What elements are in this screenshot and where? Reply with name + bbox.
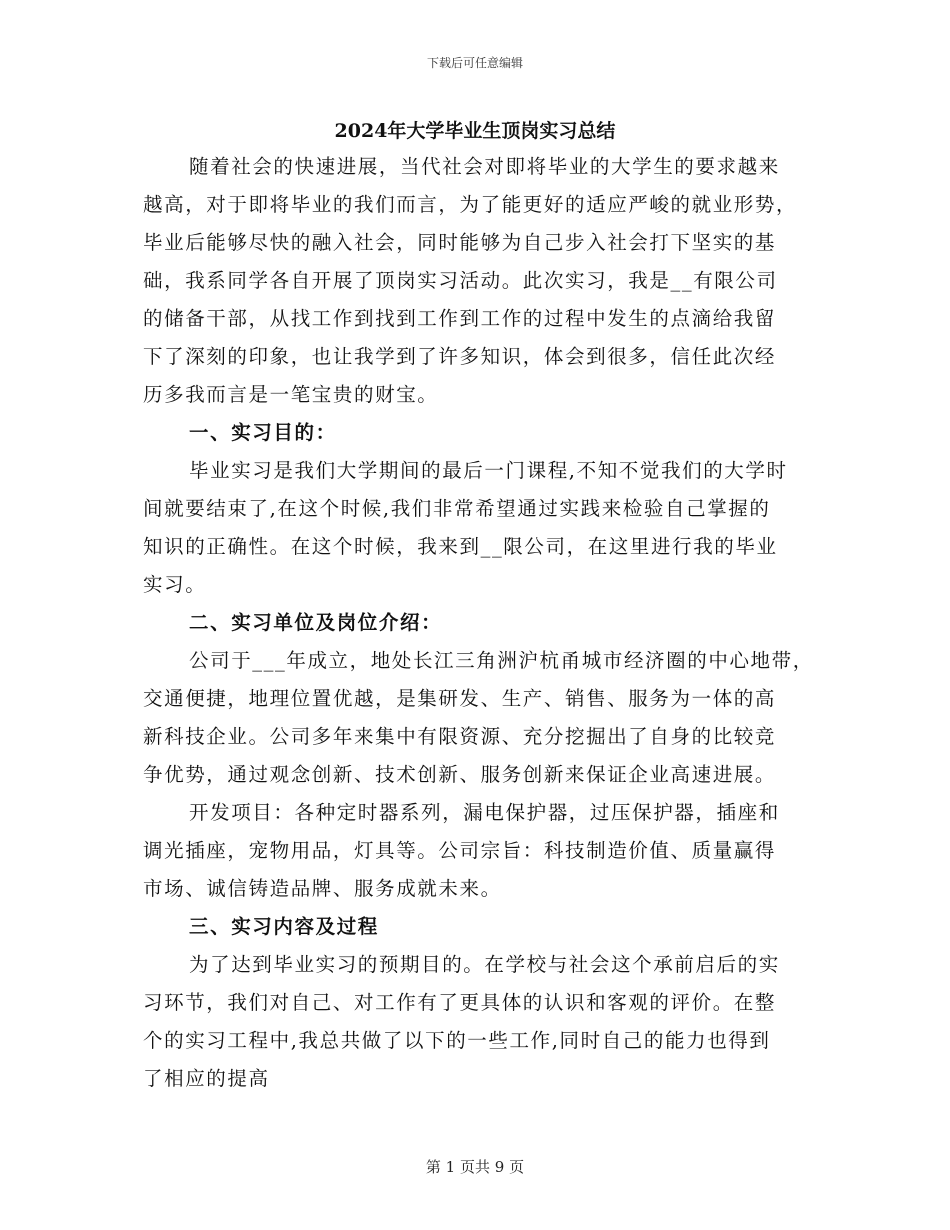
paragraph-line: 习环节，我们对自己、对工作有了更具体的认识和客观的评价。在整	[143, 991, 777, 1014]
paragraph-line: 知识的正确性。在这个时候，我来到__限公司，在这里进行我的毕业	[143, 535, 778, 558]
paragraph-line: 市场、诚信铸造品牌、服务成就未来。	[143, 877, 502, 900]
paragraph-line: 公司于___年成立，地处长江三角洲沪杭甬城市经济圈的中心地带，	[189, 649, 814, 672]
paragraph-line: 越高，对于即将毕业的我们而言，为了能更好的适应严峻的就业形势，	[143, 193, 798, 216]
paragraph-line: 调光插座，宠物用品，灯具等。公司宗旨：科技制造价值、质量赢得	[143, 839, 777, 862]
section-heading: 二、实习单位及岗位介绍：	[189, 611, 443, 634]
paragraph-line: 历多我而言是一笔宝贵的财宝。	[143, 383, 439, 406]
paragraph-line: 争优势，通过观念创新、技术创新、服务创新来保证企业高速进展。	[143, 763, 777, 786]
paragraph-line: 的储备干部，从找工作到找到工作到工作的过程中发生的点滴给我留	[143, 307, 777, 330]
document-title: 2024年大学毕业生顶岗实习总结	[334, 120, 616, 142]
paragraph-line: 开发项目：各种定时器系列，漏电保护器，过压保护器，插座和	[189, 801, 780, 824]
paragraph-line: 新科技企业。公司多年来集中有限资源、充分挖掘出了自身的比较竞	[143, 725, 777, 748]
paragraph-line: 个的实习工程中,我总共做了以下的一些工作,同时自己的能力也得到	[143, 1029, 771, 1052]
paragraph-line: 毕业后能够尽快的融入社会，同时能够为自己步入社会打下坚实的基	[143, 231, 777, 254]
paragraph-line: 为了达到毕业实习的预期目的。在学校与社会这个承前启后的实	[189, 953, 780, 976]
section-heading: 三、实习内容及过程	[189, 915, 379, 938]
paragraph-line: 了相应的提高	[143, 1067, 270, 1090]
paragraph-line: 交通便捷，地理位置优越，是集研发、生产、销售、服务为一体的高	[143, 687, 777, 710]
header-note: 下载后可任意编辑	[426, 56, 523, 70]
document-body	[143, 148, 823, 1098]
page-footer: 第 1 页共 9 页	[425, 1158, 525, 1176]
paragraph-line: 下了深刻的印象，也让我学到了许多知识，体会到很多，信任此次经	[143, 345, 777, 368]
paragraph-line: 间就要结束了,在这个时候,我们非常希望通过实践来检验自己掌握的	[143, 497, 771, 520]
paragraph-line: 础，我系同学各自开展了顶岗实习活动。此次实习，我是__有限公司	[143, 269, 778, 292]
paragraph-line: 随着社会的快速进展，当代社会对即将毕业的大学生的要求越来	[189, 155, 780, 178]
paragraph-line: 毕业实习是我们大学期间的最后一门课程,不知不觉我们的大学时	[189, 459, 788, 482]
paragraph-line: 实习。	[143, 573, 207, 596]
section-heading: 一、实习目的：	[189, 421, 337, 444]
